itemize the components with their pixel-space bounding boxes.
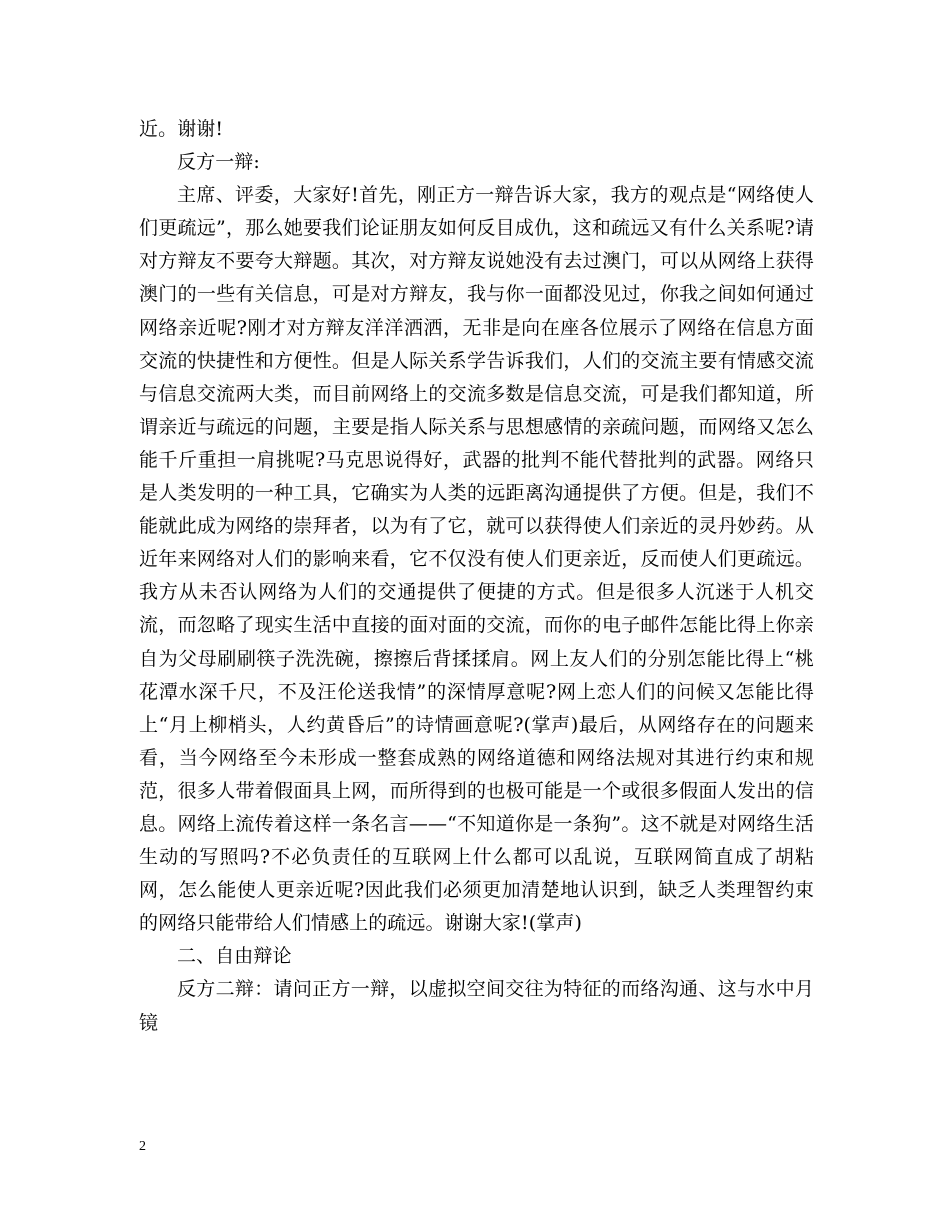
page-number: 2: [139, 1139, 146, 1154]
document-body: [139, 113, 814, 1040]
paragraph-free-debate: 反方二辩：请问正方一辩，以虚拟空间交往为特征的而络沟通、这与水中月镜: [139, 978, 814, 1034]
paragraph-section-heading: 二、自由辩论: [177, 945, 292, 968]
paragraph-speaker-heading: 反方一辩:: [177, 151, 260, 174]
paragraph-speech: 主席、评委，大家好!首先，刚正方一辩告诉大家，我方的观点是“网络使人们更疏远”，那么她要我们论证朋友如何反目成仇，这和疏远又有什么关系呢?请对方辩友不要夸大辩题。其次，对方辩友说她没有去过澳门，可以从网络上获得澳门的一些有关信息，可是对方辩友，我与你一面都没见过，你我之间如何通过网络亲近呢?刚才对方辩友洋洋洒洒，无非是向在座各位展示了网络在信息方面交流的快捷性和方便性。但是人际关系学告诉我们，人们的交流主要有情感交流与信息交流两大类，而目前网络上的交流多数是信息交流，可是我们都知道，所谓亲近与疏远的问题，主要是指人际关系与思想感情的亲疏问题，而网络又怎么能千斤重担一肩挑呢?马克思说得好，武器的批判不能代替批判的武器。网络只是人类发明的一种工具，它确实为人类的远距离沟通提供了方便。但是，我们不能就此成为网络的崇拜者，以为有了它，就可以获得使人们亲近的灵丹妙药。从近年来网络对人们的影响来看，它不仅没有使人们更亲近，反而使人们更疏远。我方从未否认网络为人们的交通提供了便捷的方式。但是很多人沉迷于人机交流，而忽略了现实生活中直接的面对面的交流，而你的电子邮件怎能比得上你亲自为父母刷刷筷子洗洗碗，擦擦后背揉揉肩。网上友人们的分别怎能比得上“桃花潭水深千尺，不及汪伦送我情”的深情厚意呢?网上恋人们的问候又怎能比得上“月上柳梢头，人约黄昏后”的诗情画意呢?(掌声)最后，从网络存在的问题来看，当今网络至今未形成一整套成熟的网络道德和网络法规对其进行约束和规范，很多人带着假面具上网，而所得到的也极可能是一个或很多假面人发出的信息。网络上流传着这样一条名言——“不知道你是一条狗”。这不就是对网络生活生动的写照吗?不必负责任的互联网上什么都可以乱说，互联网简直成了胡粘网，怎么能使人更亲近呢?因此我们必须更加清楚地认识到，缺乏人类理智约束的网络只能带给人们情感上的疏远。谢谢大家!(掌声): [139, 184, 814, 935]
paragraph-closing-thanks: 近。谢谢!: [139, 118, 224, 140]
